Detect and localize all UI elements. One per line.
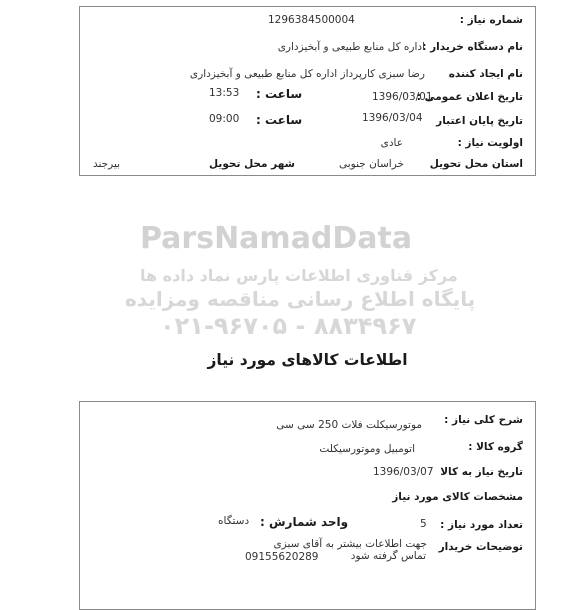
qty-label: تعداد مورد نیاز : <box>440 519 523 531</box>
unit: دستگاه <box>218 515 250 527</box>
expiry-time: 09:00 <box>209 113 240 125</box>
goods-info-box <box>79 401 536 610</box>
announce-date: 1396/03/01 <box>372 91 433 103</box>
expiry-date: 1396/03/04 <box>362 112 423 124</box>
general-desc-label: شرح کلی نیاز : <box>444 414 523 426</box>
buyer-phone: 09155620289 <box>245 551 319 563</box>
priority-label: اولویت نیاز : <box>457 137 523 149</box>
announce-time: 13:53 <box>209 87 240 99</box>
expiry-time-label: ساعت : <box>256 113 303 127</box>
buyer-desc-line2: تماس گرفته شود <box>350 550 426 562</box>
watermark-line2: پایگاه اطلاع رسانی مناقصه ومزایده <box>125 287 476 311</box>
need-number: 1296384500004 <box>268 14 355 26</box>
creator: رضا سبزی کارپرداز اداره کل منابع طبیعی و آبخیزداری <box>189 68 425 80</box>
goods-section-heading: اطلاعات کالاهای مورد نیاز <box>207 351 408 369</box>
general-desc: موتورسیکلت فلات 250 سی سی <box>276 419 422 431</box>
unit-label: واحد شمارش : <box>260 515 349 529</box>
announce-date-label: تاریخ اعلان عمومی : <box>416 91 523 103</box>
buyer-desc-label: توضیحات خریدار <box>438 541 523 553</box>
expiry-date-label: تاریخ پایان اعتبار <box>436 115 523 127</box>
announce-time-label: ساعت : <box>256 87 303 101</box>
group-label: گروه کالا : <box>468 441 523 453</box>
specs-label: مشخصات کالای مورد نیاز <box>392 491 523 503</box>
city-label: شهر محل تحویل <box>209 158 295 170</box>
buyer-org: اداره کل منابع طبیعی و آبخیزداری <box>277 41 425 53</box>
need-date: 1396/03/07 <box>373 466 434 478</box>
watermark-phone: ۰۲۱-۹۶۷۰۵ - ۸۸۳۴۹۶۷ <box>160 312 417 340</box>
city: بیرجند <box>93 158 121 170</box>
creator-label: نام ایجاد کننده <box>448 68 523 80</box>
need-number-label: شماره نیاز : <box>459 14 523 26</box>
province-label: استان محل تحویل <box>429 158 523 170</box>
province: خراسان جنوبی <box>338 158 404 170</box>
need-date-label: تاریخ نیاز به کالا <box>440 466 523 478</box>
priority: عادی <box>380 137 403 149</box>
buyer-org-label: نام دستگاه خریدار : <box>422 41 523 53</box>
watermark-line1: مرکز فناوری اطلاعات پارس نماد داده ها <box>140 266 458 285</box>
buyer-desc-line1: جهت اطلاعات بیشتر به آقای سبزی <box>273 538 427 550</box>
group: اتومبیل وموتورسیکلت <box>319 443 415 455</box>
need-info-box <box>79 6 536 176</box>
qty: 5 <box>420 518 427 530</box>
watermark-brand: ParsNamadData <box>140 221 413 256</box>
